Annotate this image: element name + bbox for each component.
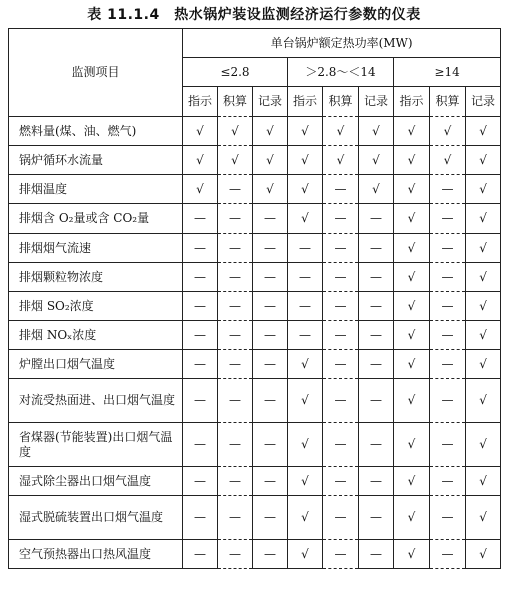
table-cell: √ bbox=[323, 146, 359, 175]
row-label: 锅炉循环水流量 bbox=[9, 146, 183, 175]
table-cell: — bbox=[218, 292, 253, 321]
table-cell: — bbox=[183, 234, 218, 263]
table-cell: √ bbox=[466, 175, 501, 204]
table-cell: — bbox=[218, 540, 253, 569]
table-row bbox=[9, 321, 501, 350]
sub-col-header: 积算 bbox=[430, 87, 466, 117]
table-cell: — bbox=[359, 350, 394, 379]
table-cell: √ bbox=[253, 146, 288, 175]
table-cell: — bbox=[218, 379, 253, 423]
table-cell: √ bbox=[466, 467, 501, 496]
table-cell: — bbox=[253, 321, 288, 350]
table-cell: √ bbox=[288, 350, 323, 379]
table-cell: √ bbox=[466, 350, 501, 379]
table-cell: — bbox=[323, 234, 359, 263]
table-cell: √ bbox=[430, 117, 466, 146]
sub-col-header: 指示 bbox=[394, 87, 430, 117]
table-cell: √ bbox=[288, 379, 323, 423]
row-label: 排烟颗粒物浓度 bbox=[9, 263, 183, 292]
row-label: 省煤器(节能装置)出口烟气温度 bbox=[9, 423, 183, 467]
table-cell: — bbox=[359, 496, 394, 540]
table-cell: √ bbox=[323, 117, 359, 146]
table-cell: — bbox=[183, 379, 218, 423]
table-cell: √ bbox=[394, 263, 430, 292]
table-cell: √ bbox=[466, 496, 501, 540]
table-cell: — bbox=[323, 423, 359, 467]
table-cell: — bbox=[218, 263, 253, 292]
table-cell: — bbox=[323, 321, 359, 350]
table-cell: √ bbox=[359, 175, 394, 204]
table-row bbox=[9, 350, 501, 379]
table-cell: — bbox=[183, 204, 218, 234]
sub-col-header: 指示 bbox=[183, 87, 218, 117]
table-cell: — bbox=[183, 540, 218, 569]
table-row bbox=[9, 117, 501, 146]
table-cell: — bbox=[323, 467, 359, 496]
row-label: 对流受热面进、出口烟气温度 bbox=[9, 379, 183, 423]
table-cell: — bbox=[359, 204, 394, 234]
table-cell: √ bbox=[288, 146, 323, 175]
table-cell: — bbox=[183, 263, 218, 292]
table-cell: √ bbox=[394, 379, 430, 423]
table-cell: — bbox=[430, 292, 466, 321]
table-cell: — bbox=[323, 175, 359, 204]
table-cell: √ bbox=[466, 321, 501, 350]
power-header: 单台锅炉额定热功率(MW) bbox=[183, 29, 501, 58]
table-title: 表 11.1.4 热水锅炉装设监测经济运行参数的仪表 bbox=[87, 7, 421, 23]
row-label: 燃料量(煤、油、燃气) bbox=[9, 117, 183, 146]
table-row bbox=[9, 423, 501, 467]
table-cell: — bbox=[183, 423, 218, 467]
table-cell: √ bbox=[183, 117, 218, 146]
table-cell: — bbox=[253, 379, 288, 423]
table-cell: √ bbox=[466, 146, 501, 175]
table-cell: — bbox=[323, 540, 359, 569]
table-cell: — bbox=[323, 496, 359, 540]
table-cell: — bbox=[253, 423, 288, 467]
table-cell: √ bbox=[394, 146, 430, 175]
table-cell: √ bbox=[466, 423, 501, 467]
table-cell: √ bbox=[183, 146, 218, 175]
row-label: 排烟含 O₂量或含 CO₂量 bbox=[9, 204, 183, 234]
table-cell: √ bbox=[394, 540, 430, 569]
sub-col-header: 积算 bbox=[218, 87, 253, 117]
table-cell: √ bbox=[394, 117, 430, 146]
table-cell: — bbox=[359, 292, 394, 321]
table-cell: √ bbox=[430, 146, 466, 175]
table-cell: — bbox=[288, 292, 323, 321]
table-cell: — bbox=[218, 423, 253, 467]
table-cell: √ bbox=[394, 234, 430, 263]
table-cell: √ bbox=[288, 467, 323, 496]
table-row bbox=[9, 204, 501, 234]
table-cell: — bbox=[253, 292, 288, 321]
table-cell: √ bbox=[394, 292, 430, 321]
table-cell: — bbox=[288, 321, 323, 350]
table-cell: — bbox=[218, 234, 253, 263]
row-label: 排烟温度 bbox=[9, 175, 183, 204]
table-cell: — bbox=[218, 175, 253, 204]
table-cell: √ bbox=[466, 117, 501, 146]
table-cell: √ bbox=[288, 117, 323, 146]
table-cell: — bbox=[253, 496, 288, 540]
table-row bbox=[9, 146, 501, 175]
table-cell: — bbox=[323, 263, 359, 292]
table-cell: √ bbox=[183, 175, 218, 204]
table-cell: — bbox=[359, 540, 394, 569]
table-cell: — bbox=[430, 263, 466, 292]
table-cell: — bbox=[218, 321, 253, 350]
table-cell: — bbox=[323, 350, 359, 379]
monitoring-table bbox=[8, 28, 501, 569]
table-row bbox=[9, 234, 501, 263]
table-cell: — bbox=[430, 321, 466, 350]
table-cell: √ bbox=[253, 175, 288, 204]
table-row bbox=[9, 175, 501, 204]
table-cell: √ bbox=[466, 379, 501, 423]
table-cell: — bbox=[183, 350, 218, 379]
table-cell: — bbox=[323, 292, 359, 321]
item-header: 监测项目 bbox=[9, 29, 183, 117]
table-row bbox=[9, 292, 501, 321]
table-cell: — bbox=[430, 175, 466, 204]
table-cell: — bbox=[253, 350, 288, 379]
table-cell: √ bbox=[466, 263, 501, 292]
table-cell: — bbox=[253, 263, 288, 292]
table-cell: — bbox=[430, 350, 466, 379]
table-cell: √ bbox=[253, 117, 288, 146]
sub-col-header: 指示 bbox=[288, 87, 323, 117]
table-cell: — bbox=[430, 379, 466, 423]
row-label: 排烟 NOₓ浓度 bbox=[9, 321, 183, 350]
row-label: 排烟 SO₂浓度 bbox=[9, 292, 183, 321]
table-cell: — bbox=[183, 496, 218, 540]
table-cell: — bbox=[253, 234, 288, 263]
range-header-1: ≤2.8 bbox=[183, 58, 288, 87]
row-label: 湿式除尘器出口烟气温度 bbox=[9, 467, 183, 496]
table-cell: — bbox=[218, 467, 253, 496]
table-cell: — bbox=[218, 350, 253, 379]
table-cell: — bbox=[218, 204, 253, 234]
table-cell: √ bbox=[218, 146, 253, 175]
sub-col-header: 积算 bbox=[323, 87, 359, 117]
table-cell: √ bbox=[288, 496, 323, 540]
table-cell: — bbox=[218, 496, 253, 540]
table-cell: √ bbox=[288, 175, 323, 204]
table-cell: √ bbox=[394, 496, 430, 540]
table-cell: √ bbox=[466, 204, 501, 234]
table-cell: — bbox=[430, 540, 466, 569]
table-row bbox=[9, 263, 501, 292]
table-cell: √ bbox=[466, 234, 501, 263]
table-row bbox=[9, 496, 501, 540]
table-cell: — bbox=[253, 467, 288, 496]
sub-col-header: 记录 bbox=[359, 87, 394, 117]
row-label: 湿式脱硫装置出口烟气温度 bbox=[9, 496, 183, 540]
range-header-2: ＞2.8～＜14 bbox=[288, 58, 394, 87]
table-cell: — bbox=[253, 540, 288, 569]
sub-col-header: 记录 bbox=[253, 87, 288, 117]
table-cell: — bbox=[183, 292, 218, 321]
table-cell: √ bbox=[394, 204, 430, 234]
table-cell: √ bbox=[466, 292, 501, 321]
table-cell: √ bbox=[218, 117, 253, 146]
table-cell: √ bbox=[394, 175, 430, 204]
table-cell: √ bbox=[466, 540, 501, 569]
table-cell: — bbox=[359, 263, 394, 292]
table-cell: √ bbox=[288, 204, 323, 234]
table-cell: √ bbox=[288, 540, 323, 569]
table-cell: — bbox=[288, 234, 323, 263]
table-cell: √ bbox=[394, 321, 430, 350]
table-cell: — bbox=[430, 204, 466, 234]
table-cell: — bbox=[323, 204, 359, 234]
table-cell: — bbox=[430, 423, 466, 467]
table-cell: — bbox=[359, 234, 394, 263]
range-header-3: ≥14 bbox=[394, 58, 501, 87]
table-cell: — bbox=[359, 423, 394, 467]
table-cell: — bbox=[183, 467, 218, 496]
row-label: 排烟烟气流速 bbox=[9, 234, 183, 263]
table-cell: — bbox=[288, 263, 323, 292]
row-label: 空气预热器出口热风温度 bbox=[9, 540, 183, 569]
table-cell: √ bbox=[288, 423, 323, 467]
table-cell: √ bbox=[359, 146, 394, 175]
table-cell: — bbox=[430, 496, 466, 540]
table-cell: — bbox=[359, 467, 394, 496]
sub-col-header: 记录 bbox=[466, 87, 501, 117]
table-cell: √ bbox=[359, 117, 394, 146]
table-cell: — bbox=[183, 321, 218, 350]
table-cell: — bbox=[253, 204, 288, 234]
table-cell: √ bbox=[394, 350, 430, 379]
table-cell: √ bbox=[394, 467, 430, 496]
table-cell: — bbox=[430, 467, 466, 496]
table-row bbox=[9, 379, 501, 423]
table-row bbox=[9, 467, 501, 496]
table-cell: — bbox=[323, 379, 359, 423]
row-label: 炉膛出口烟气温度 bbox=[9, 350, 183, 379]
table-cell: — bbox=[430, 234, 466, 263]
table-cell: — bbox=[359, 379, 394, 423]
table-row bbox=[9, 540, 501, 569]
table-cell: √ bbox=[394, 423, 430, 467]
table-cell: — bbox=[359, 321, 394, 350]
